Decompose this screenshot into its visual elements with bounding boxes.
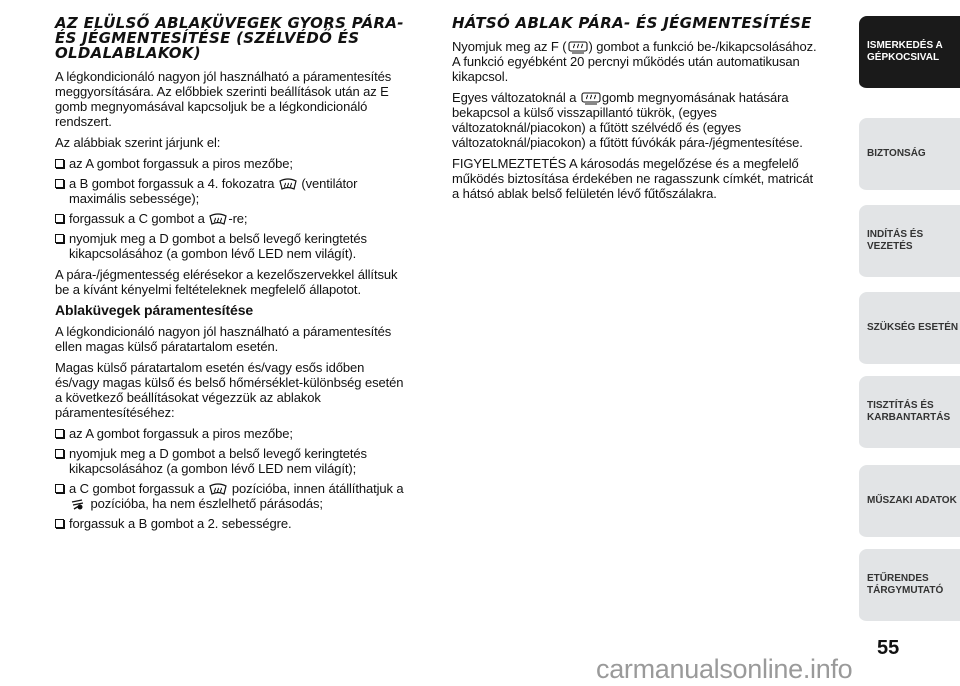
checkbox-bullet-icon bbox=[55, 179, 64, 188]
front-defrost-heading: AZ ELÜLSŐ ABLAKÜVEGEK GYORS PÁRA- ÉS JÉGMENTESÍTÉSE (SZÉLVÉDŐ ÉS OLDALABLAKOK) bbox=[55, 14, 404, 62]
tab-targymutato[interactable]: ETŰRENDES TÁRGYMUTATÓ bbox=[859, 549, 960, 623]
tab-tisztitas-es-karbantartas[interactable]: TISZTÍTÁS ÉS KARBANTARTÁS bbox=[859, 376, 960, 450]
page-number: 55 bbox=[877, 637, 900, 659]
checkbox-bullet-icon bbox=[55, 214, 64, 223]
list-item: nyomjuk meg a D gombot a belső levegő keringtetés kikapcsolásához (a gombon lévő LED nem világít). bbox=[55, 231, 410, 261]
bullet-list bbox=[55, 426, 410, 531]
checkbox-bullet-icon bbox=[55, 449, 64, 458]
bullet-list bbox=[55, 156, 410, 261]
windshield-defrost-icon bbox=[279, 178, 297, 191]
paragraph: A légkondicionáló nagyon jól használható a páramentesítés meggyorsítására. Az előbbiek szerinti beállítások után az E gomb megnyomásával kapcsoljuk be a légkondicionáló rendszert. bbox=[55, 69, 392, 129]
paragraph: Nyomjuk meg az F ( ) gombot a funkció be-/kikapcsolásához. A funkció egyébként 20 percnyi működés után automatikusan kikapcsol. bbox=[452, 39, 817, 84]
paragraph: Magas külső páratartalom esetén és/vagy esős időben és/vagy magas külső és belső hőmérséklet-különbség esetén a következő beállításokat végezzük az ablakok páramentesítéséhez: bbox=[55, 360, 404, 420]
list-item: forgassuk a B gombot a 2. sebességre. bbox=[55, 516, 410, 531]
tab-biztonsag[interactable]: BIZTONSÁG bbox=[859, 118, 960, 192]
paragraph: A pára-/jégmentesség elérésekor a kezelőszervekkel állítsuk be a kívánt kényelmi feltételeknek megfelelő állapotot. bbox=[55, 267, 398, 297]
windshield-feet-icon bbox=[70, 498, 86, 511]
paragraph: Egyes változatoknál a gomb megnyomásának hatására bekapcsol a külső visszapillantó tükrök, (egyes változatoknál/piacokon) a fűtött szélvédő és (egyes változatoknál/piacokon) a fűtött fúvókák pára-/jégmentesítése. bbox=[452, 90, 803, 150]
paragraph: Az alábbiak szerint járjunk el: bbox=[55, 135, 221, 150]
tab-ismerkedes[interactable]: ISMERKEDÉS A GÉPKOCSIVAL bbox=[859, 16, 960, 90]
rear-window-defrost-heading: HÁTSÓ ABLAK PÁRA- ÉS JÉGMENTESÍTÉSE bbox=[452, 14, 812, 32]
list-item: a C gombot forgassuk a pozícióba, innen átállíthatjuk a pozícióba, ha nem észlelhető párásodás; bbox=[55, 481, 410, 511]
rear-window-heater-icon bbox=[568, 41, 588, 54]
window-defog-subheading: Ablaküvegek páramentesítése bbox=[55, 302, 254, 318]
windshield-defrost-icon bbox=[209, 213, 227, 226]
tab-muszaki-adatok[interactable]: MŰSZAKI ADATOK bbox=[859, 465, 960, 539]
checkbox-bullet-icon bbox=[55, 159, 64, 168]
list-item: forgassuk a C gombot a -re; bbox=[55, 211, 410, 226]
tab-inditas-es-vezetes[interactable]: INDÍTÁS ÉS VEZETÉS bbox=[859, 205, 960, 279]
checkbox-bullet-icon bbox=[55, 519, 64, 528]
checkbox-bullet-icon bbox=[55, 234, 64, 243]
left-column bbox=[55, 16, 410, 537]
list-item: a B gombot forgassuk a 4. fokozatra (ventilátor maximális sebessége); bbox=[55, 176, 410, 206]
paragraph: A légkondicionáló nagyon jól használható a páramentesítés ellen magas külső páratartalom esetén. bbox=[55, 324, 392, 354]
windshield-defrost-icon bbox=[209, 483, 227, 496]
warning-paragraph: FIGYELMEZTETÉS A károsodás megelőzése és a megfelelő működés biztosítása érdekében ne ragasszunk címkét, matricát a hátsó ablak belső felületén lévő fűtőszálakra. bbox=[452, 156, 814, 201]
checkbox-bullet-icon bbox=[55, 429, 64, 438]
list-item: az A gombot forgassuk a piros mezőbe; bbox=[55, 426, 410, 441]
list-item: nyomjuk meg a D gombot a belső levegő keringtetés kikapcsolásához (a gombon lévő LED nem világít); bbox=[55, 446, 410, 476]
tab-szukseg-eseten[interactable]: SZÜKSÉG ESETÉN bbox=[859, 292, 960, 366]
list-item: az A gombot forgassuk a piros mezőbe; bbox=[55, 156, 410, 171]
watermark: carmanualsonline.info bbox=[596, 654, 853, 684]
rear-window-heater-icon bbox=[581, 92, 601, 105]
right-column bbox=[452, 16, 822, 207]
checkbox-bullet-icon bbox=[55, 484, 64, 493]
